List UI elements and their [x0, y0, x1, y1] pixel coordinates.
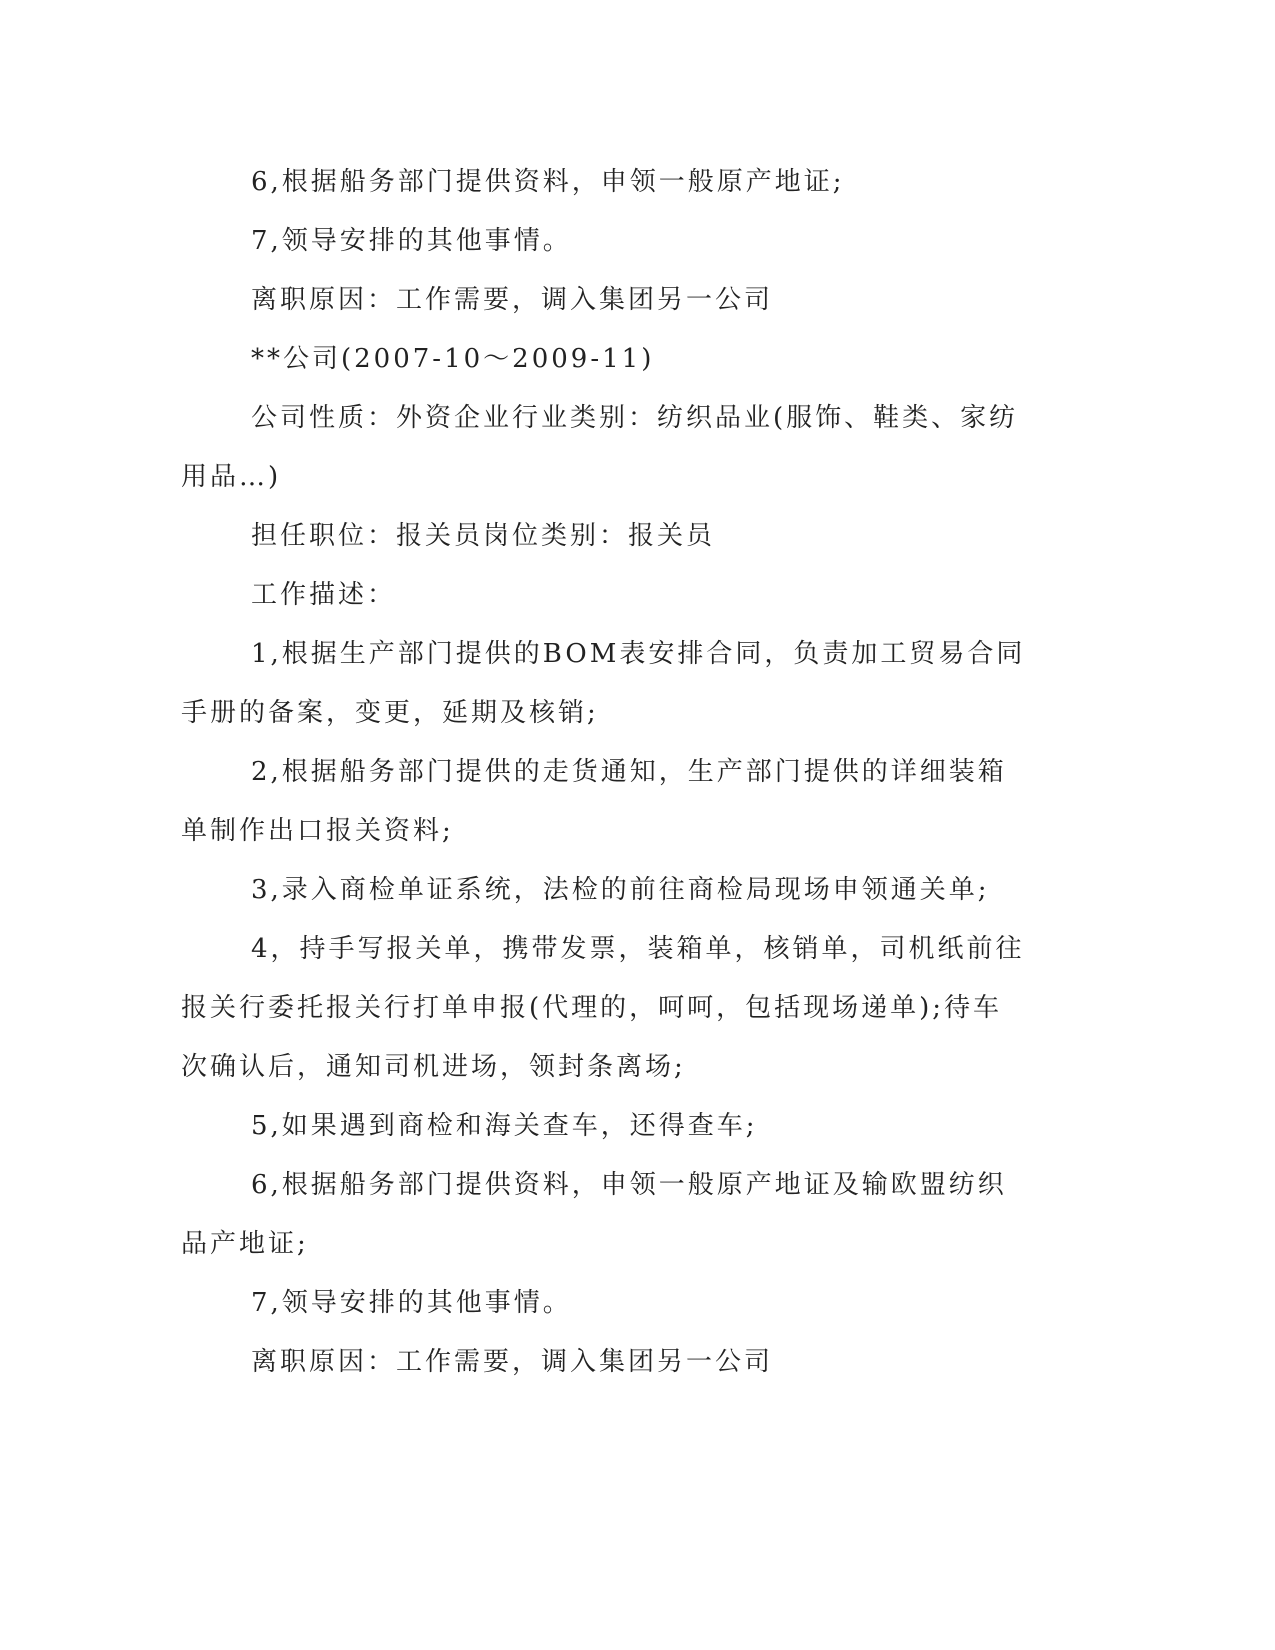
paragraph-other-duties: 7,领导安排的其他事情。	[251, 226, 572, 256]
paragraph-duty-5: 5,如果遇到商检和海关查车，还得查车;	[251, 1111, 758, 1141]
paragraph-duty-4: 4，持手写报关单，携带发票，装箱单，核销单，司机纸前往报关行委托报关行打单申报(代理的，呵呵，包括现场递单);待车次确认后，通知司机进场，领封条离场;	[181, 934, 1025, 1082]
paragraph-duty-6: 6,根据船务部门提供资料，申领一般原产地证及输欧盟纺织品产地证;	[181, 1170, 1007, 1259]
document-body	[181, 153, 1031, 1392]
paragraph-duty-7: 7,领导安排的其他事情。	[251, 1288, 572, 1318]
paragraph-leave-reason-2: 离职原因：工作需要，调入集团另一公司	[251, 1347, 774, 1377]
paragraph-job-description-heading: 工作描述：	[251, 580, 397, 610]
paragraph-leave-reason: 离职原因：工作需要，调入集团另一公司	[251, 285, 774, 315]
paragraph-duty-2: 2,根据船务部门提供的走货通知，生产部门提供的详细装箱单制作出口报关资料;	[181, 757, 1007, 846]
paragraph-duty-1: 1,根据生产部门提供的BOM表安排合同，负责加工贸易合同手册的备案，变更，延期及核销;	[181, 639, 1026, 728]
paragraph-duty-3: 3,录入商检单证系统，法检的前往商检局现场申领通关单;	[251, 875, 990, 905]
paragraph-position: 担任职位：报关员岗位类别：报关员	[251, 521, 716, 551]
paragraph-origin-certificate: 6,根据船务部门提供资料，申领一般原产地证;	[251, 167, 845, 197]
paragraph-company-period: **公司(2007-10～2009-11)	[251, 344, 655, 374]
paragraph-company-nature: 公司性质：外资企业行业类别：纺织品业(服饰、鞋类、家纺用品…)	[181, 403, 1019, 492]
